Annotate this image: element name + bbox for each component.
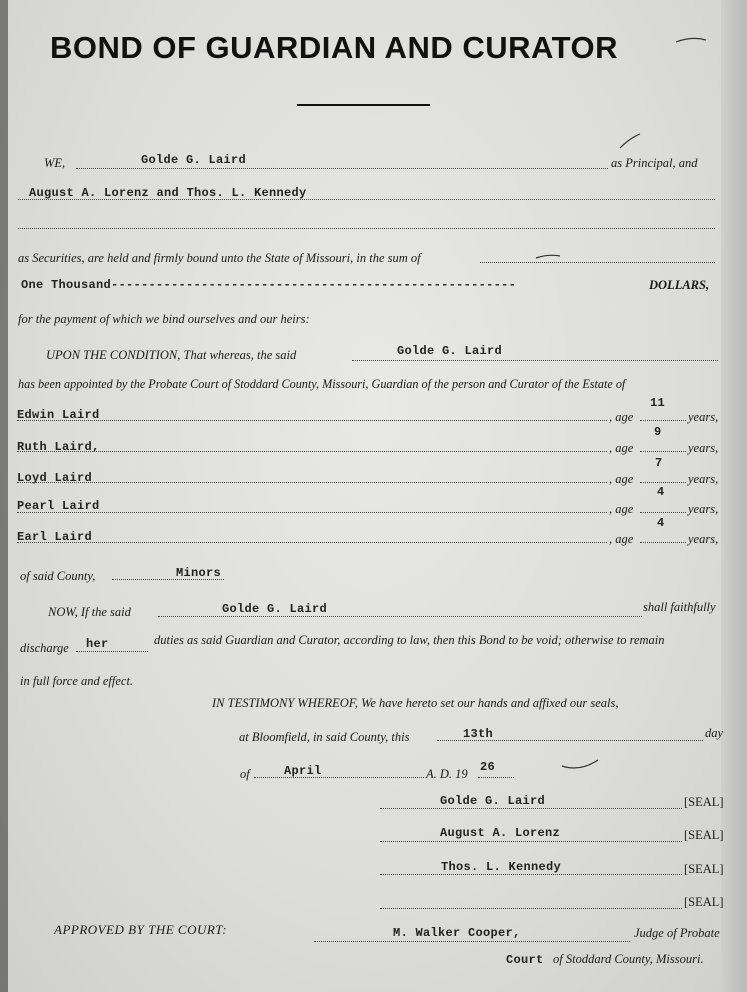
principal-name: Golde G. Laird [141, 153, 247, 167]
years-label: years, [688, 441, 719, 455]
now-name: Golde G. Laird [222, 602, 328, 616]
securities-clause: as Securities, are held and firmly bound unto the State of Missouri, in the sum of [18, 251, 421, 265]
years-label: years, [688, 532, 719, 546]
duties-clause: duties as said Guardian and Curator, according to law, then this Bond to be void; otherwise to remain [154, 633, 665, 647]
condition-text: That whereas, the said [183, 348, 297, 362]
seal-label: [SEAL] [684, 862, 724, 876]
minor-name: Edwin Laird [17, 408, 100, 422]
securities-names: August A. Lorenz and Thos. L. Kennedy [29, 186, 307, 200]
month-value: April [284, 764, 322, 778]
minor-name: Earl Laird [17, 530, 93, 544]
year-value: 26 [480, 760, 496, 774]
testimony-label: IN TESTIMONY WHEREOF, [212, 696, 358, 710]
dollars-label: DOLLARS, [649, 278, 710, 292]
age-label: , age [609, 502, 634, 516]
shall-faithfully: shall faithfully [643, 600, 716, 614]
appointed-clause: has been appointed by the Probate Court of Stoddard County, Missouri, Guardian of the person and Curator of the Estate of [18, 377, 626, 391]
court-typed: Court [506, 953, 544, 967]
of-label: of [240, 767, 250, 781]
discharge-label: discharge [20, 641, 69, 655]
full-force: in full force and effect. [20, 674, 134, 688]
court-footer: of Stoddard County, Missouri. [553, 952, 704, 966]
judge-title: Judge of Probate [634, 926, 720, 940]
day-label: day [705, 726, 724, 740]
years-label: years, [688, 472, 719, 486]
document-title: BOND OF GUARDIAN AND CURATOR [50, 30, 618, 65]
ad-label: A. D. 19 [426, 767, 468, 781]
seal-label: [SEAL] [684, 795, 724, 809]
signature-name: Thos. L. Kennedy [441, 860, 562, 874]
sum-amount: One Thousand------------------------------------------------------ [21, 278, 517, 292]
of-said-county: of said County, [20, 569, 96, 583]
testimony-text: We have hereto set our hands and affixed our seals, [361, 696, 619, 710]
seal-label: [SEAL] [684, 895, 724, 909]
age-label: , age [609, 472, 634, 486]
minor-age: 7 [655, 456, 663, 470]
minor-age: 4 [657, 516, 665, 530]
age-label: , age [609, 441, 634, 455]
signature-name: Golde G. Laird [440, 794, 546, 808]
years-label: years, [688, 502, 719, 516]
minors-word: Minors [176, 566, 222, 580]
at-bloomfield: at Bloomfield, in said County, this [239, 730, 410, 744]
signature-name: August A. Lorenz [440, 826, 561, 840]
we-label: WE, [44, 156, 66, 170]
judge-name: M. Walker Cooper, [393, 926, 521, 940]
pronoun: her [86, 637, 109, 651]
age-label: , age [609, 410, 634, 424]
minor-age: 11 [650, 396, 666, 410]
minor-name: Loyd Laird [17, 471, 93, 485]
day-value: 13th [463, 727, 494, 741]
condition-label: UPON THE CONDITION, [46, 348, 181, 362]
age-label: , age [609, 532, 634, 546]
payment-clause: for the payment of which we bind ourselves and our heirs: [18, 312, 310, 326]
minor-age: 4 [657, 485, 665, 499]
minor-age: 9 [654, 425, 662, 439]
years-label: years, [688, 410, 719, 424]
seal-label: [SEAL] [684, 828, 724, 842]
minor-name: Pearl Laird [17, 499, 100, 513]
condition-name: Golde G. Laird [397, 344, 503, 358]
minor-name: Ruth Laird, [17, 440, 100, 454]
approved-label: APPROVED BY THE COURT: [54, 922, 228, 937]
now-label: NOW, If the said [48, 605, 131, 619]
as-principal: as Principal, and [611, 156, 698, 170]
